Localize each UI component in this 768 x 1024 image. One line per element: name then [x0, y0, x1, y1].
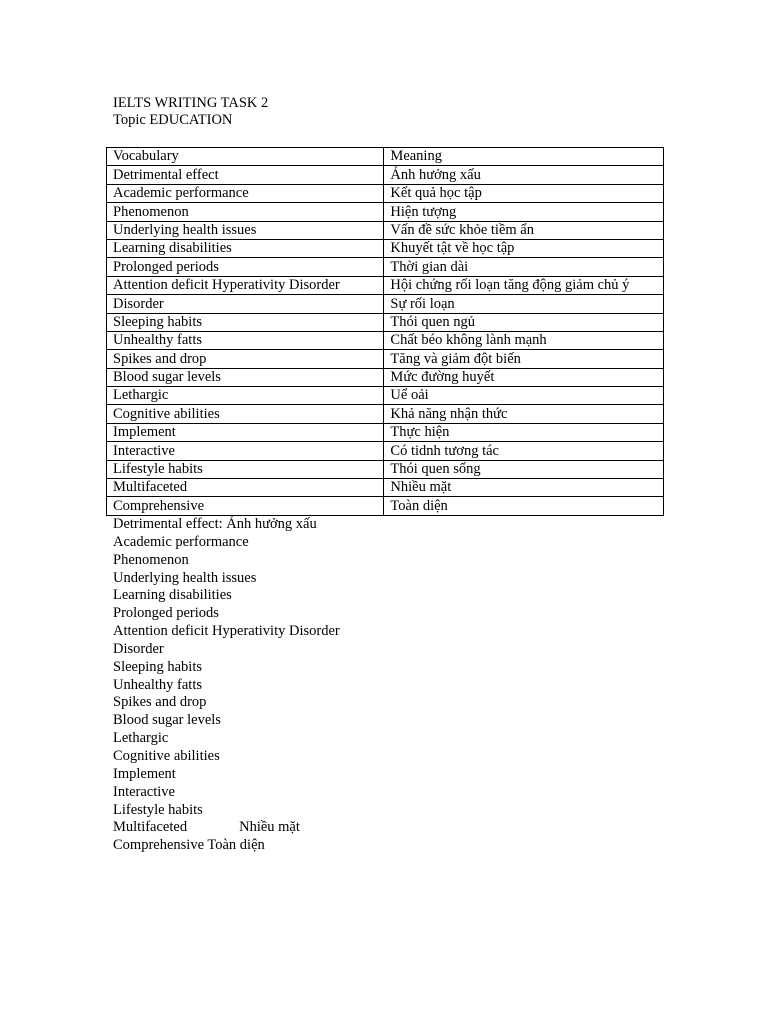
table-cell-vocabulary: Lifestyle habits: [107, 460, 384, 478]
list-item: Prolonged periods: [113, 605, 219, 622]
vocabulary-list: [113, 516, 340, 855]
table-row: [107, 221, 664, 239]
table-row: [107, 184, 664, 202]
table-cell-meaning: Toàn diện: [384, 497, 664, 515]
table-row: [107, 331, 664, 349]
table-cell-meaning: Thói quen ngủ: [384, 313, 664, 331]
table-cell-vocabulary: Academic performance: [107, 184, 384, 202]
table-row: [107, 368, 664, 386]
list-item: Lifestyle habits: [113, 801, 203, 818]
table-row: [107, 313, 664, 331]
list-item: Learning disabilities: [113, 587, 232, 604]
table-cell-meaning: Hiện tượng: [384, 203, 664, 221]
table-row: [107, 258, 664, 276]
table-cell-meaning: Sự rối loạn: [384, 295, 664, 313]
list-term: Comprehensive: [113, 837, 205, 854]
table-row: [107, 276, 664, 294]
table-row: [107, 423, 664, 441]
table-cell-meaning: Nhiều mặt: [384, 479, 664, 497]
table-cell-meaning: Khả năng nhận thức: [384, 405, 664, 423]
table-cell-vocabulary: Prolonged periods: [107, 258, 384, 276]
list-item: Implement: [113, 765, 176, 782]
table-row: [107, 405, 664, 423]
table-row: [107, 203, 664, 221]
list-item: Underlying health issues: [113, 569, 257, 586]
list-item: Interactive: [113, 783, 175, 800]
table-cell-meaning: Có tidnh tương tác: [384, 442, 664, 460]
list-item: Unhealthy fatts: [113, 676, 202, 693]
list-item: Phenomenon: [113, 551, 189, 568]
vocabulary-table: [106, 147, 664, 516]
table-cell-vocabulary: Interactive: [107, 442, 384, 460]
document-title: IELTS WRITING TASK 2: [113, 95, 269, 111]
table-row: [107, 166, 664, 184]
table-row: [107, 387, 664, 405]
table-cell-meaning: Chất béo không lành mạnh: [384, 331, 664, 349]
table-cell-vocabulary: Spikes and drop: [107, 350, 384, 368]
table-cell-meaning: Thói quen sống: [384, 460, 664, 478]
table-cell-vocabulary: Lethargic: [107, 387, 384, 405]
table-header-vocabulary: Vocabulary: [107, 148, 384, 166]
table-cell-meaning: Vấn đề sức khỏe tiềm ẩn: [384, 221, 664, 239]
list-item: Spikes and drop: [113, 694, 207, 711]
table-cell-meaning: Kết quả học tập: [384, 184, 664, 202]
document-topic: Topic EDUCATION: [113, 112, 233, 128]
table-cell-vocabulary: Detrimental effect: [107, 166, 384, 184]
list-item: Sleeping habits: [113, 658, 203, 675]
table-cell-vocabulary: Implement: [107, 423, 384, 441]
list-item-comprehensive: [113, 837, 340, 855]
table-row: [107, 442, 664, 460]
table-cell-vocabulary: Learning disabilities: [107, 239, 384, 257]
table-cell-vocabulary: Attention deficit Hyperativity Disorder: [107, 276, 384, 294]
table-cell-vocabulary: Sleeping habits: [107, 313, 384, 331]
table-cell-meaning: Khuyết tật về học tập: [384, 239, 664, 257]
list-item: Disorder: [113, 640, 164, 657]
table-cell-meaning: Uể oải: [384, 387, 664, 405]
table-cell-vocabulary: Blood sugar levels: [107, 368, 384, 386]
list-meaning: Toàn diện: [207, 837, 265, 854]
table-row: [107, 497, 664, 515]
table-row: [107, 350, 664, 368]
list-item: Cognitive abilities: [113, 747, 220, 764]
table-cell-vocabulary: Comprehensive: [107, 497, 384, 515]
table-header-row: [107, 148, 664, 166]
list-term: Multifaceted: [113, 819, 188, 836]
list-item-first: Detrimental effect: Ảnh hưởng xấu: [113, 516, 317, 532]
table-cell-meaning: Thực hiện: [384, 423, 664, 441]
table-cell-meaning: Ảnh hưởng xấu: [384, 166, 664, 184]
table-row: [107, 460, 664, 478]
table-cell-meaning: Thời gian dài: [384, 258, 664, 276]
list-item: Blood sugar levels: [113, 712, 221, 729]
table-row: [107, 295, 664, 313]
table-row: [107, 479, 664, 497]
list-item: Attention deficit Hyperativity Disorder: [113, 623, 340, 640]
table-cell-meaning: Tăng và giảm đột biến: [384, 350, 664, 368]
table-cell-meaning: Mức đường huyết: [384, 368, 664, 386]
table-cell-vocabulary: Disorder: [107, 295, 384, 313]
table-header-meaning: Meaning: [384, 148, 664, 166]
table-cell-vocabulary: Cognitive abilities: [107, 405, 384, 423]
list-meaning: Nhiều mặt: [239, 819, 300, 836]
list-item: Lethargic: [113, 730, 169, 747]
table-cell-vocabulary: Unhealthy fatts: [107, 331, 384, 349]
table-cell-vocabulary: Multifaceted: [107, 479, 384, 497]
list-item: Academic performance: [113, 533, 249, 550]
table-cell-meaning: Hội chứng rối loạn tăng động giảm chủ ý: [384, 276, 664, 294]
table-cell-vocabulary: Underlying health issues: [107, 221, 384, 239]
list-items: [113, 534, 340, 820]
list-item-multifaceted: [113, 819, 340, 837]
table-row: [107, 239, 664, 257]
table-cell-vocabulary: Phenomenon: [107, 203, 384, 221]
